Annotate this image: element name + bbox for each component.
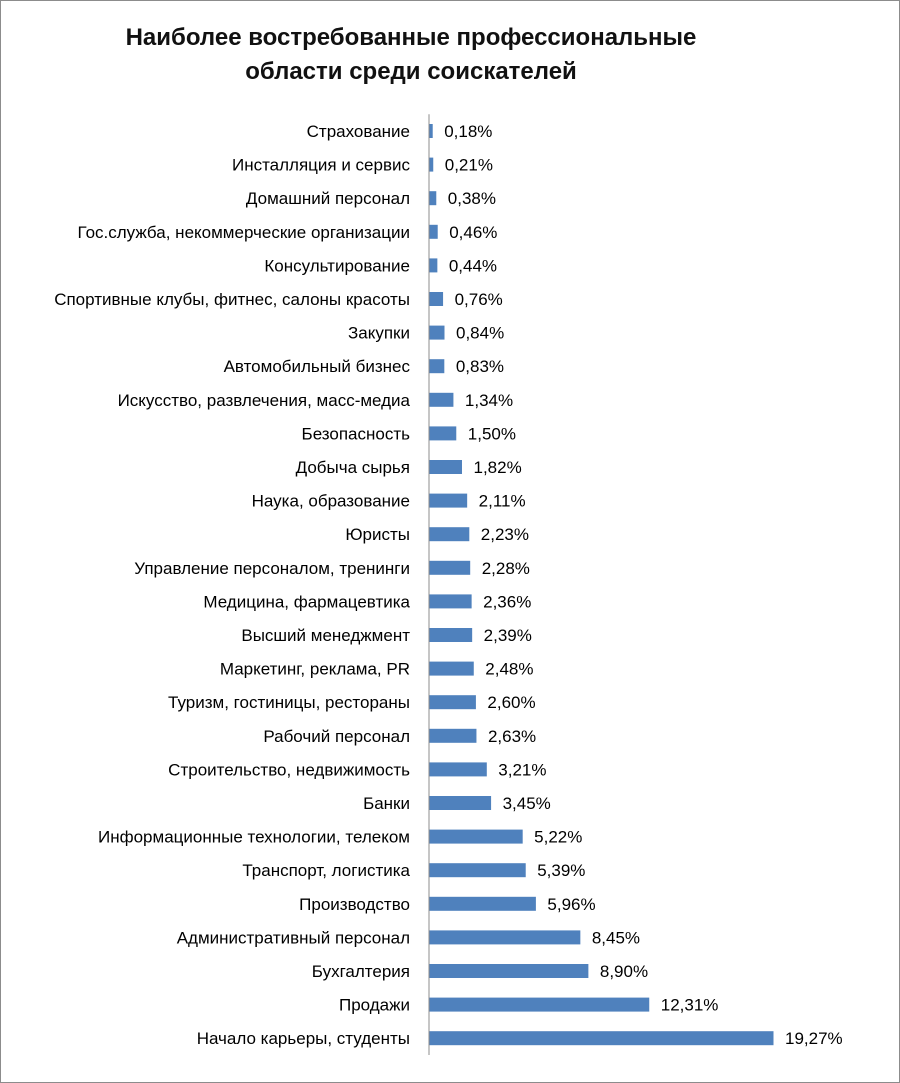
category-label: Гос.служба, некоммерческие организации xyxy=(77,222,410,242)
category-label: Высший менеджмент xyxy=(241,626,410,645)
category-label: Безопасность xyxy=(301,424,410,444)
category-label: Медицина, фармацевтика xyxy=(203,592,410,612)
bar xyxy=(430,527,470,541)
bar xyxy=(430,426,457,440)
bar xyxy=(430,662,474,676)
data-label: 2,23% xyxy=(480,525,530,545)
category-label: Искусство, развлечения, масс-медиа xyxy=(117,390,410,410)
bar xyxy=(430,494,468,508)
data-label: 8,90% xyxy=(599,962,649,981)
category-label: Информационные технологии, телеком xyxy=(98,827,410,847)
data-label: 12,31% xyxy=(660,995,719,1015)
data-label: 1,34% xyxy=(464,390,514,410)
data-label: 0,38% xyxy=(447,189,496,209)
bar xyxy=(430,393,454,407)
category-label: Автомобильный бизнес xyxy=(223,357,410,377)
bar xyxy=(430,998,650,1012)
data-label: 0,83% xyxy=(455,357,505,377)
category-label: Банки xyxy=(363,794,410,813)
category-label: Добыча сырья xyxy=(295,458,410,477)
data-label: 5,96% xyxy=(547,894,596,914)
bar xyxy=(430,863,526,877)
bar xyxy=(430,594,472,608)
category-label: Продажи xyxy=(339,995,410,1015)
data-label: 2,36% xyxy=(483,592,532,612)
data-label: 1,82% xyxy=(473,458,522,477)
data-label: 2,48% xyxy=(485,659,534,679)
data-label: 0,44% xyxy=(448,256,498,276)
category-label: Строительство, недвижимость xyxy=(168,760,410,780)
category-label: Производство xyxy=(299,894,410,914)
bar xyxy=(430,191,437,205)
bar xyxy=(430,762,487,776)
data-label: 8,45% xyxy=(591,928,641,948)
category-label: Туризм, гостиницы, рестораны xyxy=(168,693,410,713)
bar xyxy=(430,930,581,944)
chart-title-line2: области среди соискателей xyxy=(245,58,577,85)
bar xyxy=(430,897,536,911)
data-label: 0,84% xyxy=(455,323,505,343)
data-label: 0,46% xyxy=(449,222,498,242)
category-label: Наука, образование xyxy=(251,491,410,511)
data-label: 2,39% xyxy=(483,626,532,645)
category-label: Юристы xyxy=(345,525,410,545)
bar xyxy=(430,830,523,844)
bar xyxy=(430,326,445,340)
bar xyxy=(430,124,433,138)
category-label: Домашний персонал xyxy=(245,189,410,209)
bar xyxy=(430,964,589,978)
bar xyxy=(430,561,471,575)
bar xyxy=(430,796,492,810)
category-label: Инсталляция и сервис xyxy=(231,155,410,175)
category-label: Спортивные клубы, фитнес, салоны красоты xyxy=(54,290,410,309)
bar xyxy=(430,359,445,373)
data-label: 0,18% xyxy=(444,122,493,141)
category-label: Управление персоналом, тренинги xyxy=(134,558,410,578)
data-label: 2,11% xyxy=(478,491,526,511)
chart-title-line1: Наиболее востребованные профессиональные xyxy=(125,24,697,51)
bar xyxy=(430,729,477,743)
bar xyxy=(430,1031,774,1045)
data-label: 1,50% xyxy=(467,424,516,444)
category-label: Начало карьеры, студенты xyxy=(196,1029,410,1049)
data-label: 2,63% xyxy=(487,726,537,746)
bar xyxy=(430,628,473,642)
bar xyxy=(430,158,434,172)
bar xyxy=(430,460,462,474)
category-label: Бухгалтерия xyxy=(311,962,410,981)
data-label: 2,28% xyxy=(481,558,530,578)
category-label: Консультирование xyxy=(264,256,410,276)
category-label: Транспорт, логистика xyxy=(242,861,410,881)
data-label: 0,21% xyxy=(444,155,493,175)
category-label: Маркетинг, реклама, PR xyxy=(219,659,410,679)
data-label: 2,60% xyxy=(487,693,536,713)
data-label: 3,45% xyxy=(502,794,551,813)
data-label: 5,39% xyxy=(537,861,586,881)
bar xyxy=(430,225,438,239)
bar xyxy=(430,258,438,272)
category-label: Рабочий персонал xyxy=(263,726,410,746)
data-label: 3,21% xyxy=(498,760,547,780)
data-label: 0,76% xyxy=(454,290,503,309)
data-label: 5,22% xyxy=(534,827,583,847)
data-label: 19,27% xyxy=(785,1029,843,1049)
category-label: Административный персонал xyxy=(176,928,410,948)
bar xyxy=(430,695,476,709)
category-label: Страхование xyxy=(306,122,410,141)
category-label: Закупки xyxy=(348,323,410,343)
bar xyxy=(430,292,444,306)
